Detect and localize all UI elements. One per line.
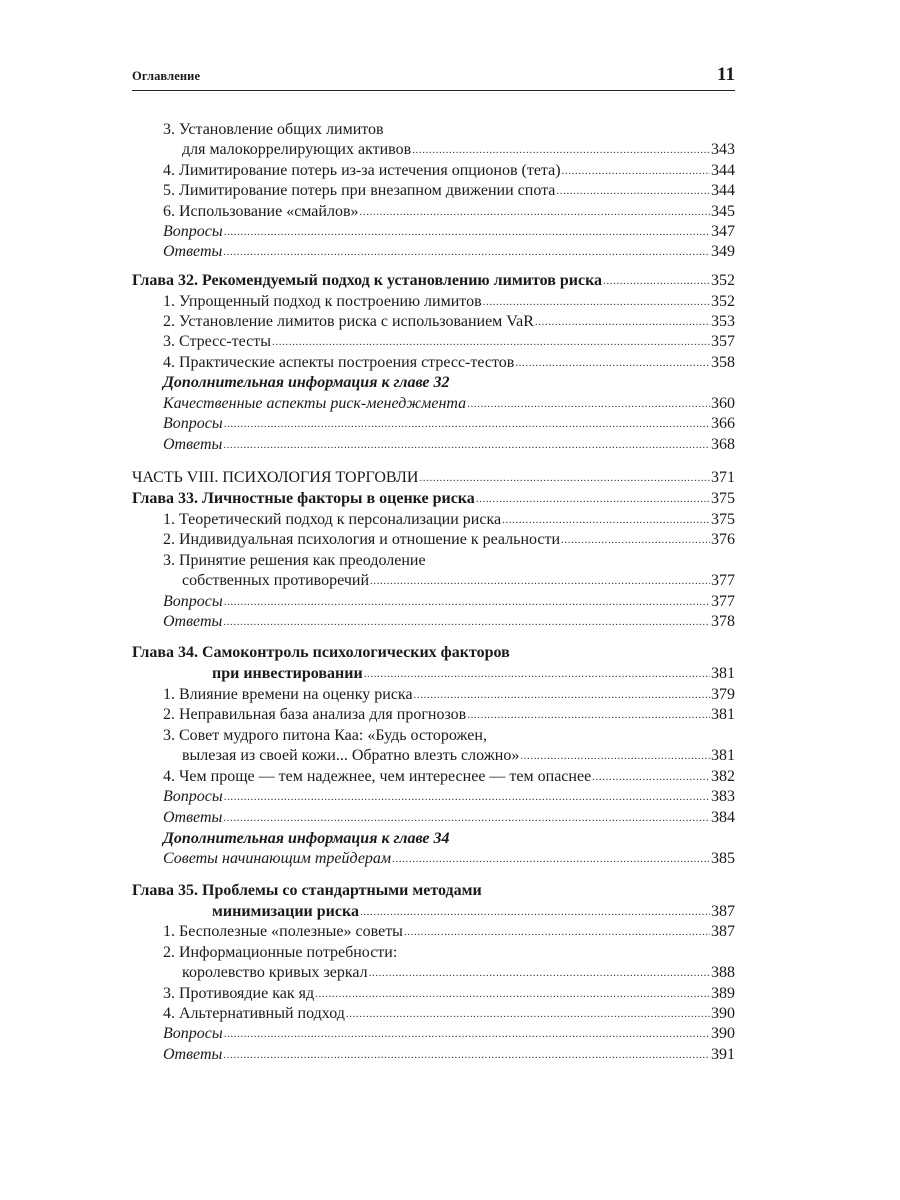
toc-entry-page: 375 [711, 490, 735, 507]
toc-entry [182, 140, 735, 160]
toc-entry-text: Глава 33. Личностные факторы в оценке риска [132, 490, 475, 507]
toc-entry-page: 368 [711, 436, 735, 453]
leader-dots [483, 292, 710, 312]
leader-dots [223, 242, 710, 262]
toc-entry-page: 357 [711, 333, 735, 350]
toc-entry [163, 943, 397, 963]
leader-dots [315, 984, 710, 1004]
leader-dots [476, 489, 710, 509]
page-number: 11 [717, 64, 735, 85]
toc-chapter-cont [212, 902, 735, 922]
toc-entry [163, 685, 735, 705]
toc-entry-text: Вопросы [163, 788, 223, 805]
toc-entry-page: 352 [711, 272, 735, 289]
toc-entry-page: 389 [711, 985, 735, 1002]
toc-entry-page: 358 [711, 354, 735, 371]
toc-entry-page: 347 [711, 223, 735, 240]
toc-entry-page: 376 [711, 531, 735, 548]
toc-entry-text: Глава 34. Самоконтроль психологических факторов [132, 644, 510, 661]
toc-entry-page: 344 [711, 182, 735, 199]
toc-entry-page: 381 [711, 706, 735, 723]
leader-dots [535, 312, 710, 332]
toc-entry-text: Глава 32. Рекомендуемый подход к установлению лимитов риска [132, 272, 603, 289]
toc-entry-text: 4. Лимитирование потерь из-за истечения опционов (тета) [163, 162, 561, 179]
toc-entry-text: Ответы [163, 436, 223, 453]
leader-dots [515, 353, 710, 373]
running-header-title: Оглавление [132, 69, 201, 83]
leader-dots [562, 161, 710, 181]
leader-dots [360, 902, 710, 922]
toc-entry-text: Ответы [163, 243, 223, 260]
toc-entry-text: 2. Информационные потребности: [163, 944, 398, 961]
toc-entry-text: 2. Неправильная база анализа для прогнозов [163, 706, 467, 723]
leader-dots [561, 530, 710, 550]
toc-entry [163, 394, 735, 414]
toc-entry-text: для малокоррелирующих активов [182, 141, 412, 158]
toc-entry-page: 371 [711, 469, 735, 486]
toc-entry [163, 849, 735, 869]
toc-entry-text: Дополнительная информация к главе 32 [163, 374, 450, 391]
toc-entry-page: 379 [711, 686, 735, 703]
toc-entry [163, 530, 735, 550]
toc-chapter [132, 271, 735, 291]
toc-supplement-heading [163, 373, 450, 393]
toc-entry [163, 705, 735, 725]
toc-entry [163, 592, 735, 612]
leader-dots [419, 468, 710, 488]
toc-entry-text: 4. Практические аспекты построения стресс-тестов [163, 354, 515, 371]
toc-entry-page: 375 [711, 511, 735, 528]
toc-entry-text: 1. Бесполезные «полезные» советы [163, 923, 403, 940]
toc-entry [163, 222, 735, 242]
toc-entry [163, 242, 735, 262]
toc-entry-text: 5. Лимитирование потерь при внезапном движении спота [163, 182, 556, 199]
leader-dots [223, 612, 710, 632]
toc-entry-text: Вопросы [163, 415, 223, 432]
toc-entry-page: 366 [711, 415, 735, 432]
toc-entry [163, 312, 735, 332]
toc-entry [182, 746, 735, 766]
toc-entry-text: 3. Совет мудрого питона Каа: «Будь осторожен, [163, 727, 487, 744]
toc-entry [163, 984, 735, 1004]
toc-entry-page: 381 [711, 747, 735, 764]
leader-dots [592, 767, 710, 787]
toc-entry-page: 344 [711, 162, 735, 179]
toc-entry [182, 571, 735, 591]
toc-entry-page: 391 [711, 1046, 735, 1063]
toc-entry-text: Вопросы [163, 1025, 223, 1042]
toc-entry [163, 292, 735, 312]
toc-entry-page: 345 [711, 203, 735, 220]
toc-supplement-heading [163, 829, 450, 849]
toc-entry-text: минимизации риска [212, 903, 359, 920]
toc-entry-text: 6. Использование «смайлов» [163, 203, 359, 220]
toc-entry-page: 385 [711, 850, 735, 867]
toc-entry-page: 384 [711, 809, 735, 826]
toc-entry [163, 726, 487, 746]
toc-entry-text: Глава 35. Проблемы со стандартными методами [132, 882, 482, 899]
toc-entry-page: 353 [711, 313, 735, 330]
toc-entry [163, 551, 426, 571]
toc-entry [163, 787, 735, 807]
toc-entry-page: 381 [711, 665, 735, 682]
toc-entry-text: Ответы [163, 809, 223, 826]
toc-entry-text: 3. Принятие решения как преодоление [163, 552, 426, 569]
toc-entry-text: 4. Альтернативный подход [163, 1005, 345, 1022]
toc-entry-page: 382 [711, 768, 735, 785]
toc-entry-text: 1. Теоретический подход к персонализации риска [163, 511, 502, 528]
toc-entry-text: Вопросы [163, 223, 223, 240]
leader-dots [224, 592, 710, 612]
toc-entry-text: королевство кривых зеркал [182, 964, 368, 981]
leader-dots [223, 808, 710, 828]
toc-entry [163, 202, 735, 222]
toc-entry-text: Ответы [163, 613, 223, 630]
toc-entry-text: 2. Индивидуальная психология и отношение к реальности [163, 531, 561, 548]
toc-entry [163, 353, 735, 373]
leader-dots [224, 787, 710, 807]
toc-entry [163, 922, 735, 942]
toc-entry-text: 3. Установление общих лимитов [163, 121, 384, 138]
toc-entry-page: 352 [711, 293, 735, 310]
toc-entry-page: 377 [711, 572, 735, 589]
toc-entry [163, 1024, 735, 1044]
leader-dots [467, 705, 710, 725]
toc-entry-page: 390 [711, 1025, 735, 1042]
leader-dots [467, 394, 710, 414]
leader-dots [556, 181, 710, 201]
toc-entry [163, 435, 735, 455]
leader-dots [223, 435, 710, 455]
toc-entry-text: 2. Установление лимитов риска с использованием VaR [163, 313, 534, 330]
toc-entry-text: 3. Стресс-тесты [163, 333, 272, 350]
toc-entry [163, 120, 384, 140]
toc-part [132, 468, 735, 488]
leader-dots [520, 746, 710, 766]
toc-entry-page: 349 [711, 243, 735, 260]
leader-dots [412, 140, 710, 160]
toc-entry-text: Вопросы [163, 593, 223, 610]
toc-entry-page: 383 [711, 788, 735, 805]
toc-entry [163, 808, 735, 828]
toc-entry [163, 767, 735, 787]
toc-entry-text: 4. Чем проще — тем надежнее, чем интереснее — тем опаснее [163, 768, 592, 785]
toc-entry [182, 963, 735, 983]
toc-chapter [132, 881, 482, 901]
leader-dots [404, 922, 710, 942]
leader-dots [392, 849, 710, 869]
toc-entry-page: 343 [711, 141, 735, 158]
toc-entry-text: собственных противоречий [182, 572, 369, 589]
leader-dots [414, 685, 710, 705]
leader-dots [364, 664, 710, 684]
toc-entry-text: Дополнительная информация к главе 34 [163, 830, 450, 847]
toc-entry-page: 378 [711, 613, 735, 630]
toc-chapter-cont [212, 664, 735, 684]
toc-chapter [132, 643, 510, 663]
leader-dots [369, 963, 710, 983]
toc-chapter [132, 489, 735, 509]
leader-dots [272, 332, 710, 352]
toc-entry-text: 3. Противоядие как яд [163, 985, 315, 1002]
leader-dots [223, 1045, 710, 1065]
toc-entry [163, 332, 735, 352]
toc-entry-text: Советы начинающим трейдерам [163, 850, 392, 867]
toc-entry-page: 390 [711, 1005, 735, 1022]
toc-entry-text: вылезая из своей кожи... Обратно влезть сложно» [182, 747, 520, 764]
toc-entry-page: 360 [711, 395, 735, 412]
toc-entry [163, 1004, 735, 1024]
toc-entry-text: при инвестировании [212, 665, 363, 682]
toc-entry [163, 414, 735, 434]
toc-entry [163, 510, 735, 530]
toc-entry [163, 181, 735, 201]
leader-dots [224, 414, 710, 434]
leader-dots [224, 1024, 710, 1044]
toc-entry-page: 388 [711, 964, 735, 981]
leader-dots [224, 222, 710, 242]
leader-dots [502, 510, 710, 530]
toc-entry-text: Качественные аспекты риск-менеджмента [163, 395, 467, 412]
toc-entry [163, 612, 735, 632]
toc-entry [163, 1045, 735, 1065]
toc-entry-text: ЧАСТЬ VIII. ПСИХОЛОГИЯ ТОРГОВЛИ [132, 469, 419, 486]
toc-entry-text: 1. Упрощенный подход к построению лимитов [163, 293, 482, 310]
leader-dots [603, 271, 710, 291]
toc-entry-page: 387 [711, 903, 735, 920]
leader-dots [346, 1004, 710, 1024]
toc-entry-text: Ответы [163, 1046, 223, 1063]
toc-entry-page: 387 [711, 923, 735, 940]
leader-dots [360, 202, 710, 222]
toc-entry [163, 161, 735, 181]
toc-entry-page: 377 [711, 593, 735, 610]
toc-entry-text: 1. Влияние времени на оценку риска [163, 686, 413, 703]
leader-dots [370, 571, 710, 591]
